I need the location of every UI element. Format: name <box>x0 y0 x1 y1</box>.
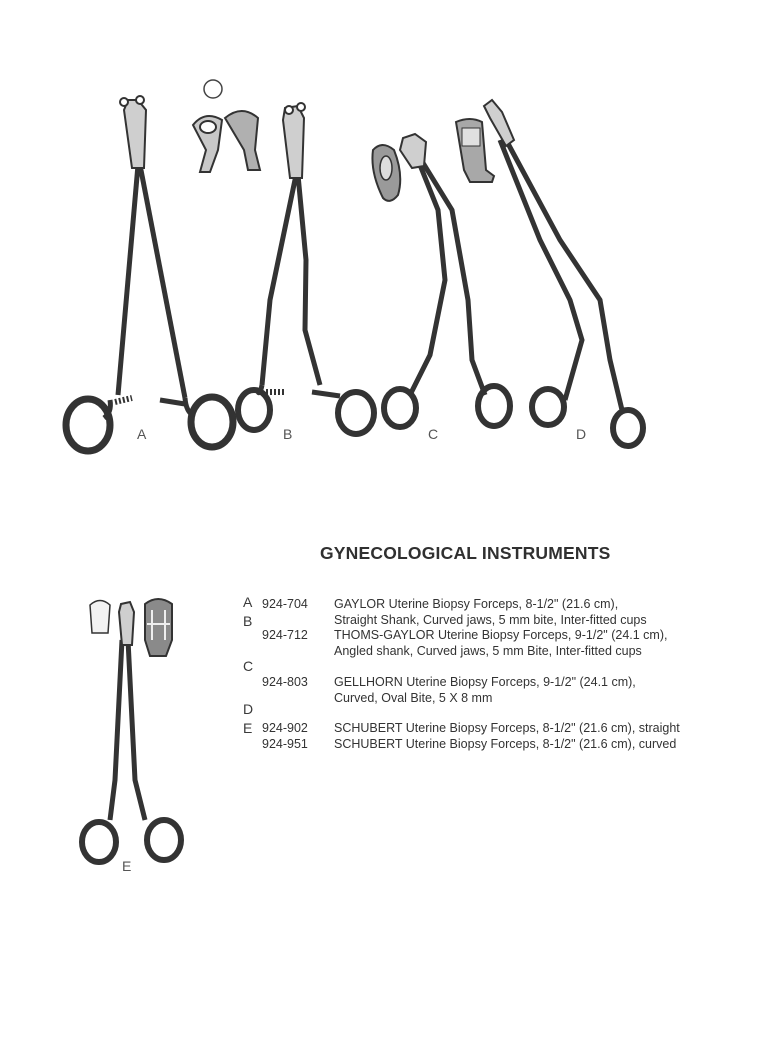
item-code: 924-712 <box>262 628 308 642</box>
item-letter: C <box>243 658 254 674</box>
item-letter: A <box>243 594 253 610</box>
item-description: SCHUBERT Uterine Biopsy Forceps, 8-1/2" (21.6 cm), straight <box>334 721 680 735</box>
item-code: 924-951 <box>262 737 308 751</box>
item-description: GAYLOR Uterine Biopsy Forceps, 8-1/2" (21.6 cm), <box>334 597 619 611</box>
item-code: 924-803 <box>262 675 308 689</box>
item-description: SCHUBERT Uterine Biopsy Forceps, 8-1/2" (21.6 cm), curved <box>334 737 677 751</box>
figure-label-b: B <box>283 426 293 442</box>
figure-label-a: A <box>137 426 147 442</box>
item-description-continued: Curved, Oval Bite, 5 X 8 mm <box>334 691 493 705</box>
item-description: GELLHORN Uterine Biopsy Forceps, 9-1/2" (24.1 cm), <box>334 675 636 689</box>
item-letter: B <box>243 613 253 629</box>
item-description-continued: Straight Shank, Curved jaws, 5 mm bite, Inter-fitted cups <box>334 613 647 627</box>
item-code: 924-704 <box>262 597 308 611</box>
figure-label-e: E <box>122 858 132 874</box>
figure-label-d: D <box>576 426 587 442</box>
figure-label-c: C <box>428 426 439 442</box>
item-code: 924-902 <box>262 721 308 735</box>
item-description-continued: Angled shank, Curved jaws, 5 mm Bite, Inter-fitted cups <box>334 644 642 658</box>
item-description: THOMS-GAYLOR Uterine Biopsy Forceps, 9-1/2" (24.1 cm), <box>334 628 668 642</box>
item-letter: E <box>243 720 253 736</box>
item-letter: D <box>243 701 254 717</box>
page-title: GYNECOLOGICAL INSTRUMENTS <box>320 543 611 563</box>
